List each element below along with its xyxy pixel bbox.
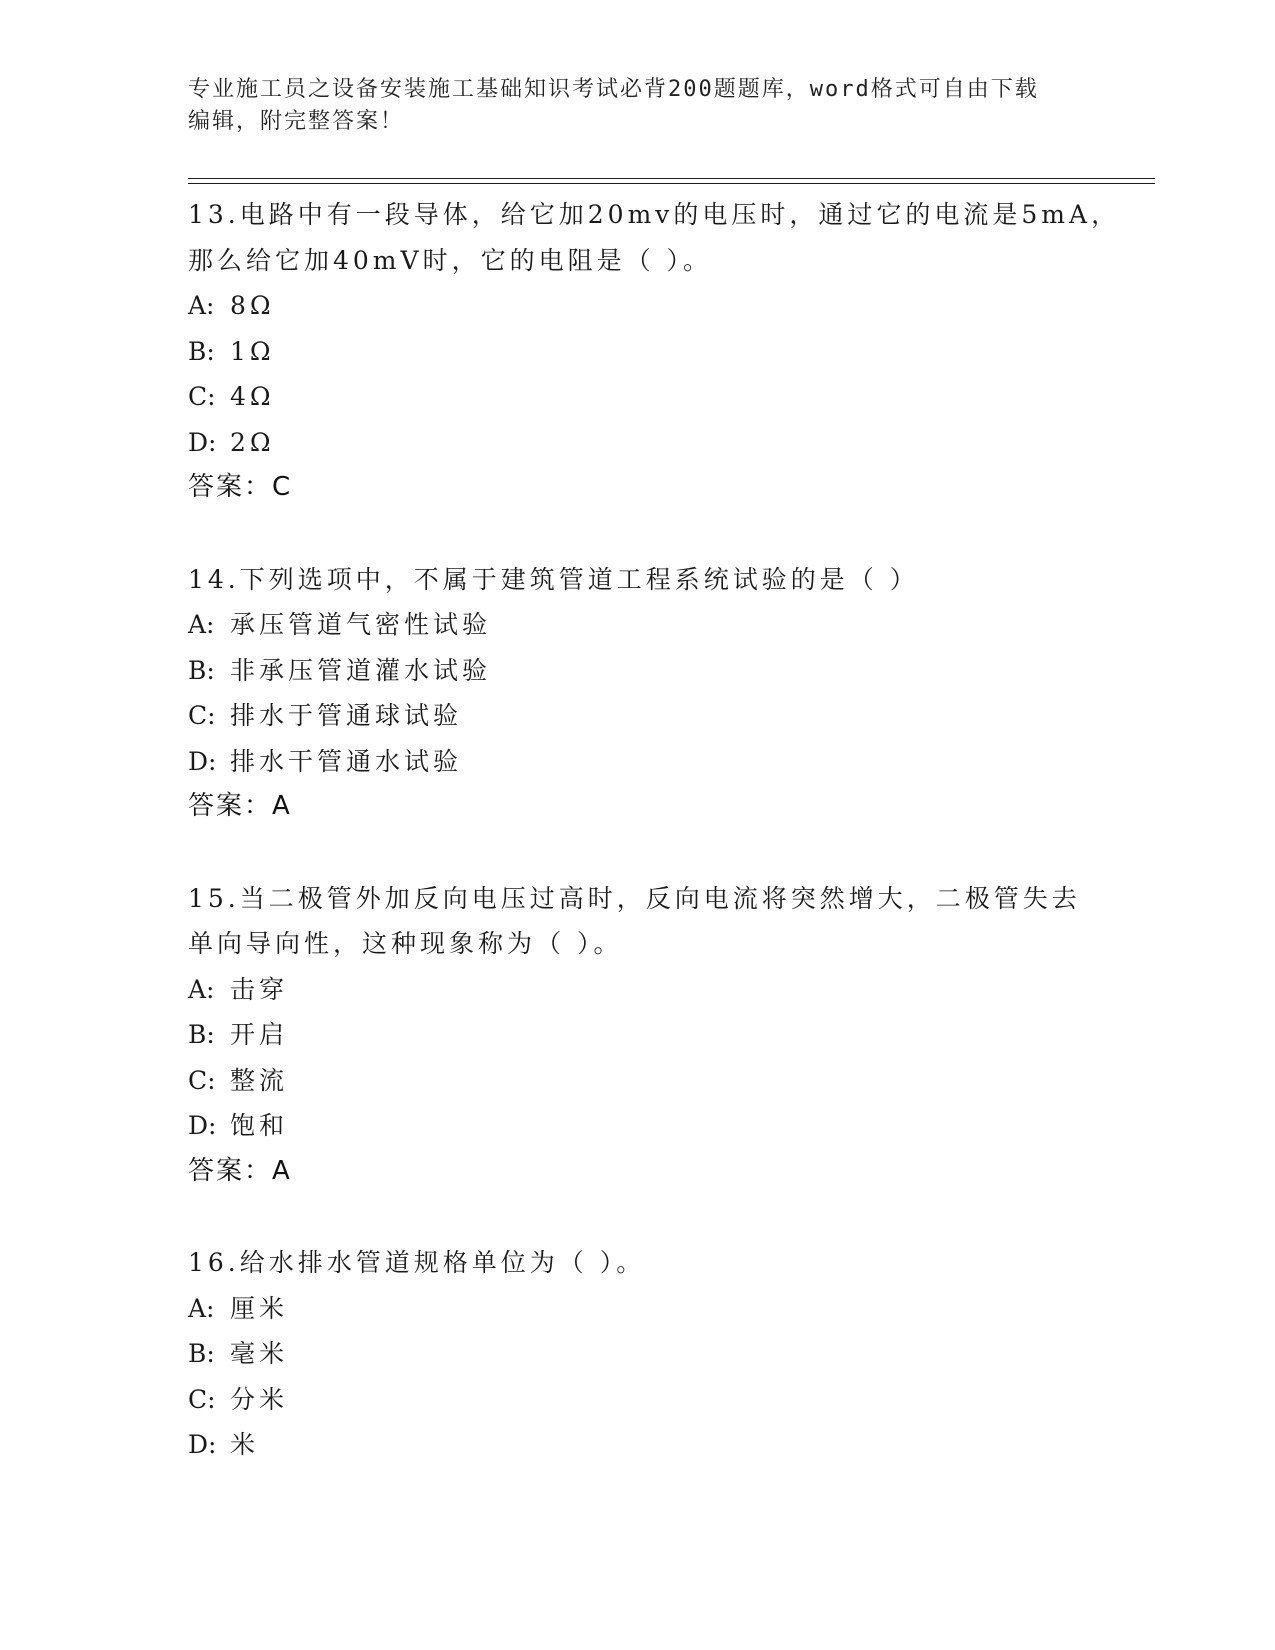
option-key: B: xyxy=(188,1339,215,1368)
header-title-line-1: 专业施工员之设备安装施工基础知识考试必背200题题库，word格式可自由下载 xyxy=(188,77,1039,102)
header-title-line-2: 编辑，附完整答案！ xyxy=(188,109,405,134)
header-divider-bottom xyxy=(188,183,1155,184)
option-key: B: xyxy=(188,1020,215,1049)
option-text: 分米 xyxy=(230,1384,289,1414)
option-b xyxy=(188,1012,1148,1058)
answer-line: 答案：A xyxy=(188,1155,292,1186)
question-stem-line: 15.当二极管外加反向电压过高时，反向电流将突然增大，二极管失去 xyxy=(188,883,1081,913)
question-16 xyxy=(188,1240,1148,1468)
option-d xyxy=(188,1422,1148,1468)
question-stem-line: 那么给它加40mV时，它的电阻是（ ）。 xyxy=(188,245,713,275)
option-a xyxy=(188,967,1148,1013)
option-key: D: xyxy=(188,427,217,457)
option-d xyxy=(188,1103,1148,1149)
option-b xyxy=(188,648,1148,694)
header-divider-top xyxy=(188,178,1155,179)
option-a xyxy=(188,1286,1148,1332)
option-text: 整流 xyxy=(230,1065,289,1095)
option-text: 1Ω xyxy=(230,336,275,366)
option-key: C: xyxy=(188,382,216,411)
option-text: 4Ω xyxy=(230,382,275,411)
question-13 xyxy=(188,192,1148,511)
option-c xyxy=(188,1377,1148,1423)
question-14 xyxy=(188,557,1148,830)
option-text: 厘米 xyxy=(230,1293,289,1323)
option-key: A: xyxy=(188,291,215,320)
option-key: B: xyxy=(188,336,215,366)
option-text: 排水于管通球试验 xyxy=(230,701,463,730)
question-stem-line: 13.电路中有一段导体，给它加20mv的电压时，通过它的电流是5mA， xyxy=(188,200,1121,229)
option-text: 非承压管道灌水试验 xyxy=(230,655,492,685)
option-key: B: xyxy=(188,655,215,685)
option-text: 承压管道气密性试验 xyxy=(230,610,492,639)
option-text: 米 xyxy=(230,1430,260,1459)
option-c xyxy=(188,374,1148,420)
option-key: C: xyxy=(188,701,216,730)
option-text: 8Ω xyxy=(230,291,275,320)
option-a xyxy=(188,602,1148,648)
option-text: 排水干管通水试验 xyxy=(230,746,463,776)
option-key: A: xyxy=(188,1293,215,1323)
option-key: D: xyxy=(188,746,217,776)
answer-line: 答案：C xyxy=(188,472,293,502)
option-key: C: xyxy=(188,1065,216,1095)
option-text: 开启 xyxy=(230,1020,289,1049)
question-list xyxy=(188,192,1148,1514)
option-d xyxy=(188,420,1148,466)
option-c xyxy=(188,1058,1148,1104)
option-key: A: xyxy=(188,974,215,1004)
question-stem-line: 单向导向性，这种现象称为（ ）。 xyxy=(188,929,623,958)
option-text: 击穿 xyxy=(230,974,289,1004)
option-a xyxy=(188,283,1148,329)
option-c xyxy=(188,693,1148,739)
option-key: C: xyxy=(188,1384,216,1414)
answer-line: 答案：A xyxy=(188,791,292,821)
question-stem-line: 16.给水排水管道规格单位为（ ）。 xyxy=(188,1248,646,1277)
document-header xyxy=(188,74,1088,138)
option-d xyxy=(188,739,1148,785)
option-text: 毫米 xyxy=(230,1339,289,1368)
option-key: D: xyxy=(188,1111,217,1140)
option-key: A: xyxy=(188,610,215,639)
option-b xyxy=(188,1331,1148,1377)
option-text: 2Ω xyxy=(230,427,275,457)
option-text: 饱和 xyxy=(230,1111,289,1140)
option-b xyxy=(188,329,1148,375)
question-stem-line: 14.下列选项中，不属于建筑管道工程系统试验的是（ ） xyxy=(188,564,919,594)
option-key: D: xyxy=(188,1430,217,1459)
question-15 xyxy=(188,876,1148,1195)
